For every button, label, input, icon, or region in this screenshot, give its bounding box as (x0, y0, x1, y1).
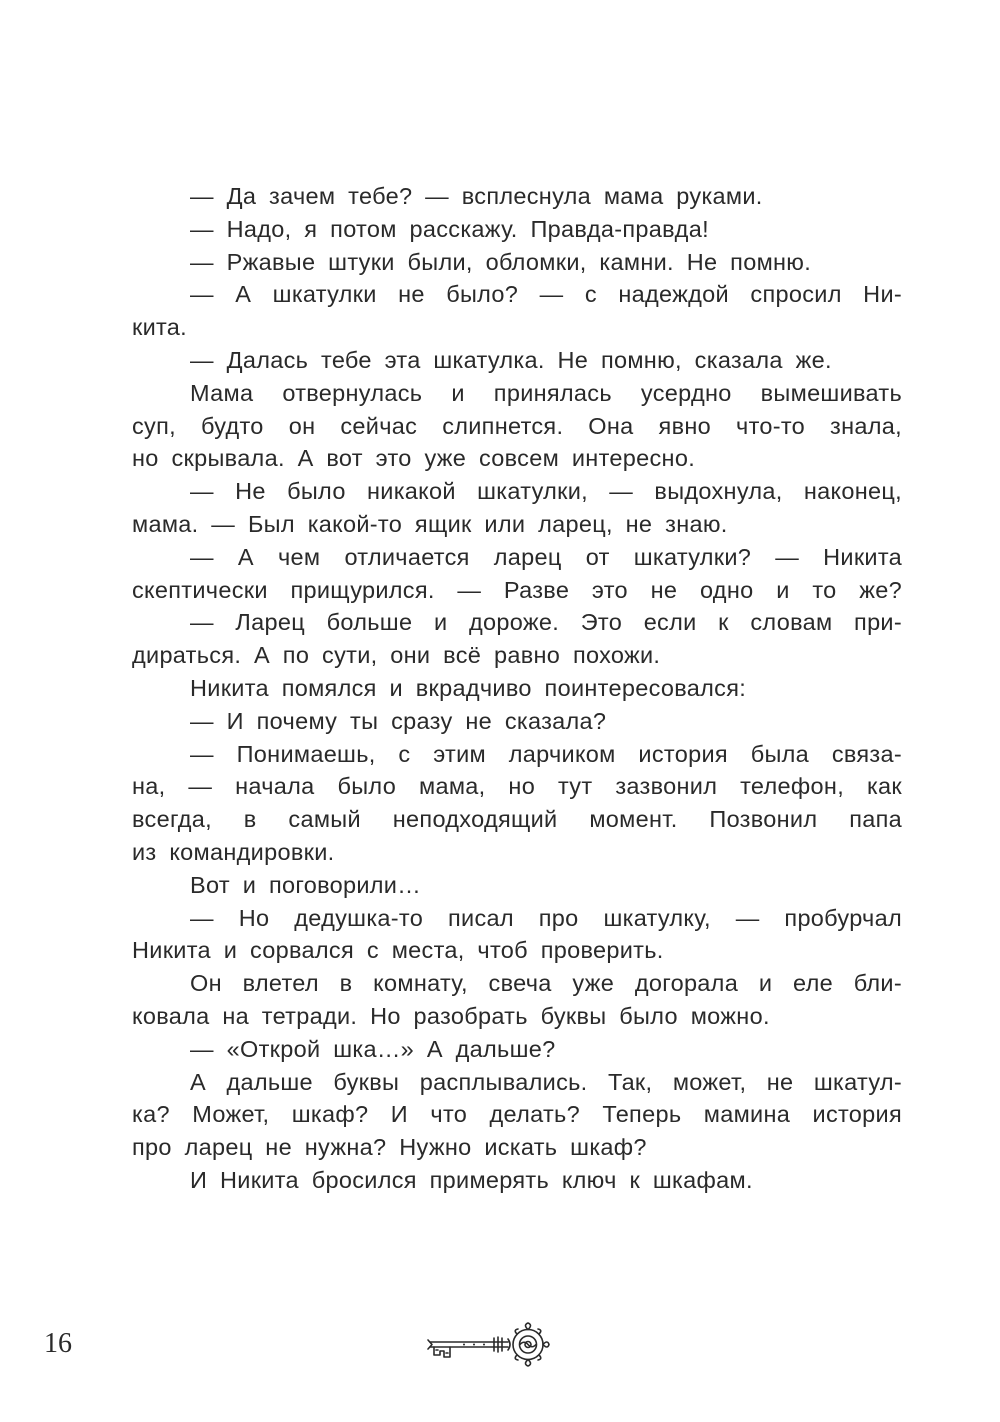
text-line: А дальше буквы расплывались. Так, может, не шкатул- (190, 1068, 902, 1095)
body-text (132, 180, 902, 1197)
text-line: И Никита бросился примерять ключ к шкафам. (190, 1166, 753, 1193)
text-line: скептически прищурился. — Разве это не одно и то же? (132, 576, 902, 603)
text-line: дираться. А по сути, они всё равно похожи. (132, 642, 661, 669)
text-line: — «Открой шка…» А дальше? (190, 1035, 556, 1062)
text-line: — Понимаешь, с этим ларчиком история была связа- (190, 740, 902, 767)
text-line: суп, будто он сейчас слипнется. Она явно что-то знала, (132, 412, 902, 439)
text-line: Мама отвернулась и принялась усердно вымешивать (190, 379, 902, 406)
text-line: — Да зачем тебе? — всплеснула мама руками. (190, 183, 763, 209)
text-line: — А чем отличается ларец от шкатулки? — Никита (190, 543, 902, 570)
text-line: — Но дедушка-то писал про шкатулку, — пробурчал (190, 904, 902, 931)
text-line: про ларец не нужна? Нужно искать шкаф? (132, 1134, 647, 1161)
text-line: Никита и сорвался с места, чтоб проверить. (132, 937, 664, 964)
text-line: — Ларец больше и дороже. Это если к словам при- (190, 609, 902, 636)
text-line: Вот и поговорили… (190, 871, 422, 898)
text-line: Никита помялся и вкрадчиво поинтересовался: (190, 674, 747, 701)
text-line: ка? Может, шкаф? И что делать? Теперь мамина история (132, 1101, 902, 1128)
text-line: мама. — Был какой-то ящик или ларец, не знаю. (132, 510, 728, 537)
text-line: — Не было никакой шкатулки, — выдохнула, наконец, (190, 478, 902, 505)
text-line: — Далась тебе эта шкатулка. Не помню, сказала же. (190, 346, 832, 373)
text-line: всегда, в самый неподходящий момент. Позвонил папа (132, 806, 902, 833)
text-line: — А шкатулки не было? — с надеждой спросил Ни- (190, 281, 902, 308)
text-line: — Ржавые штуки были, обломки, камни. Не помню. (190, 248, 812, 275)
text-line: на, — начала было мама, но тут зазвонил телефон, как (132, 773, 902, 800)
text-line: — И почему ты сразу не сказала? (190, 707, 607, 734)
text-line: кита. (132, 314, 188, 341)
text-line: но скрывала. А вот это уже совсем интересно. (132, 445, 696, 472)
text-line: из командировки. (132, 838, 335, 865)
text-line: ковала на тетради. Но разобрать буквы было можно. (132, 1002, 770, 1029)
text-line: — Надо, я потом расскажу. Правда-правда! (190, 215, 709, 242)
key-icon (424, 1322, 550, 1368)
page-number: 16 (44, 1328, 72, 1359)
text-line: Он влетел в комнату, свеча уже догорала и еле бли- (190, 970, 902, 997)
